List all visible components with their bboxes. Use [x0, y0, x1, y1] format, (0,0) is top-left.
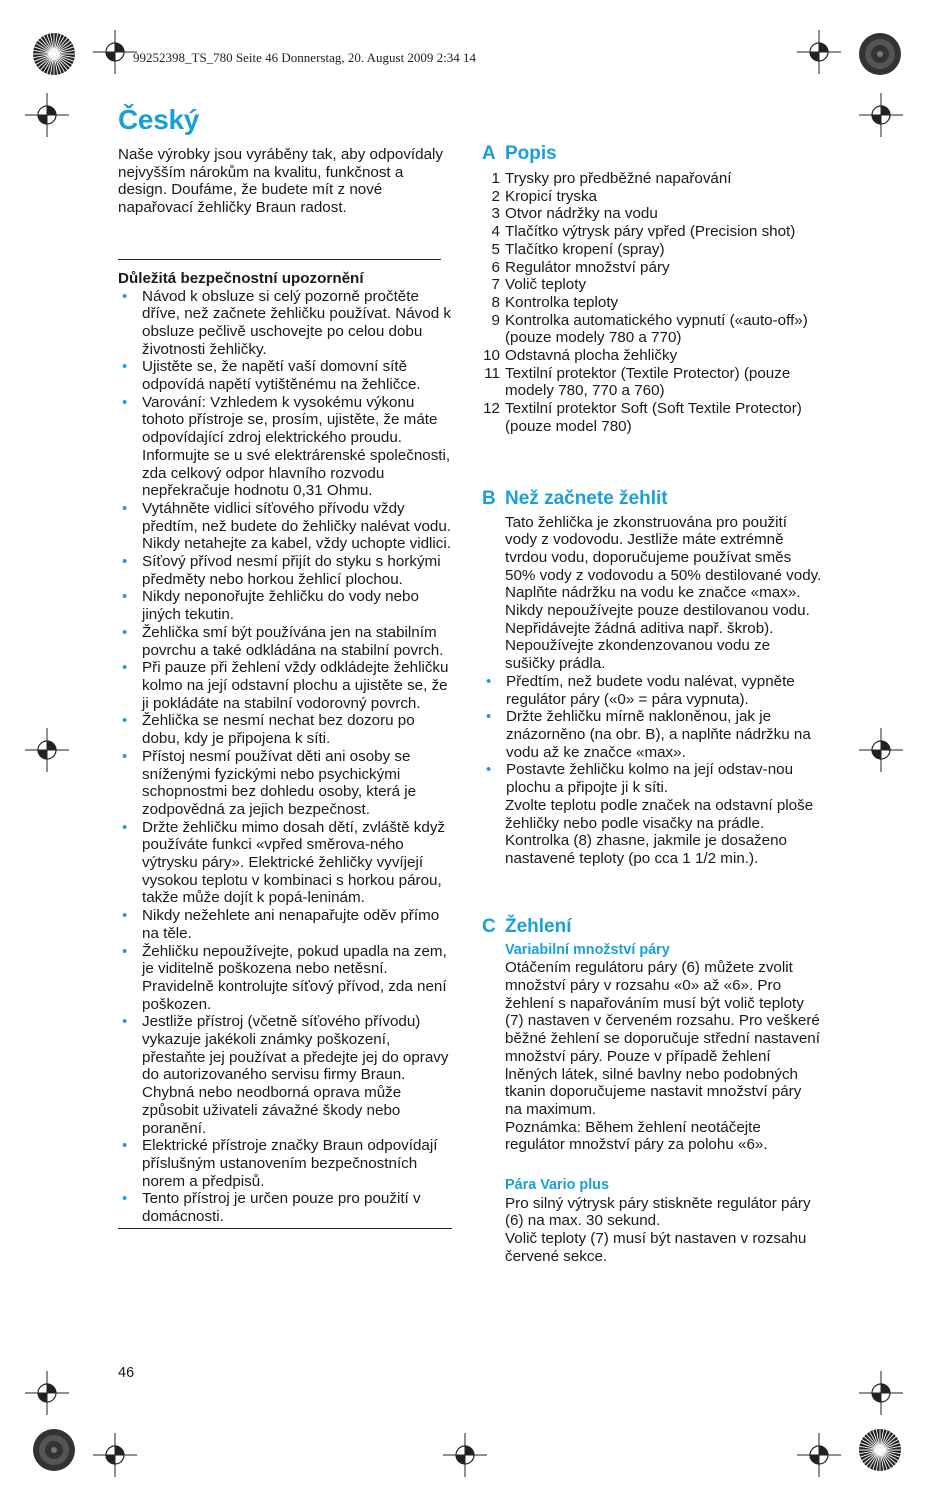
right-column: [482, 143, 822, 1266]
paragraph: Tato žehlička je zkonstruována pro použití vody z vodovodu. Jestliže máte extrémně tvrdou vodu, doporučujeme používat směs 50% vody z vodovodu a 50% destilované vody. Naplňte nádržku na vodu ke značce «max». Nikdy nepoužívejte pouze destilovanou vodu. Nepřidávejte žádná aditiva např. škrob). Nepoužívejte zkondenzovanou vodu ze sušičky prádla.: [505, 513, 822, 673]
color-wheel-mark-bottom-right: [858, 1428, 902, 1472]
crosshair-mark: [859, 728, 903, 772]
paragraph: Otáčením regulátoru páry (6) můžete zvolit množství páry v rozsahu «0» až «6». Pro žehlení s napařováním musí být volič teploty (7) nastaven v červeném rozsahu. Pro veškeré běžné žehlení se doporučuje střední nastavení množství páry. Pouze v případě žehlení lněných látek, silné bavlny nebo podobných tkanin doporučujeme nastavit množství páry na maximum.: [505, 959, 820, 1118]
list-item: • Jestliže přístroj (včetně síťového přívodu) vykazuje jakékoli známky poškození, přestaňte jej používat a předejte jej do opravy do autorizovaného servisu firmy Braun. Chybná nebo neodborná oprava může způsobit uživateli závažné škody nebo poranění.: [118, 1013, 452, 1137]
paragraph: Poznámka: Během žehlení neotáčejte regulátor množství páry za polohu «6».: [505, 1118, 768, 1154]
list-item: • Žehlička smí být používána jen na stabilním povrchu a také odkládána na stabilní povrch.: [118, 624, 452, 659]
list-item: • Vytáhněte vidlici síťového přívodu vždy předtím, než budete do žehličky nalévat vodu. Nikdy netahejte za kabel, vždy uchopte vidlici.: [118, 500, 452, 553]
divider: [118, 1228, 452, 1229]
crosshair-mark: [859, 1371, 903, 1415]
list-item: • Návod k obsluze si celý pozorně pročtěte dříve, než začnete žehličku používat. Návod k obsluze pečlivě uschovejte po celou dobu životnosti žehličky.: [118, 288, 452, 359]
list-item: 1 Trysky pro předběžné napařování: [491, 170, 732, 187]
list-item: • Tento přístroj je určen pouze pro použití v domácnosti.: [118, 1190, 452, 1225]
list-item: • Elektrické přístroje značky Braun odpovídají příslušným ustanovením bezpečnostních norem a předpisů.: [118, 1137, 452, 1190]
print-info-line: 99252398_TS_780 Seite 46 Donnerstag, 20. August 2009 2:34 14: [133, 50, 477, 65]
list-item: • Přístoj nesmí používat děti ani osoby se sníženými fyzickými nebo psychickými schopnostmi bez dohledu osoby, která je zodpovědná za jejich bezpečnost.: [118, 748, 452, 819]
section-title: Žehlení: [505, 915, 572, 937]
list-item: • Postavte žehličku kolmo na její odstav-nou plochu a připojte ji k síti.: [482, 761, 822, 796]
list-item: • Varování: Vzhledem k vysokému výkonu tohoto přístroje se, prosím, ujistěte, že máte odpovídající zdroj elektrického proudu. Informujte se u své elektrárenské společnosti, zda celkový odpor hlavního rozvodu nepřekračuje hodnotu 0,31 Ohmu.: [118, 394, 452, 500]
list-item: 5 Tlačítko kropení (spray): [491, 240, 665, 258]
section-letter: A: [482, 143, 496, 164]
page-title: Český: [118, 104, 200, 135]
crosshair-mark: [25, 1371, 69, 1415]
crosshair-mark: [93, 30, 137, 74]
section-letter: C: [482, 915, 496, 937]
list-item: • Nikdy neponořujte žehličku do vody nebo jiných tekutin.: [118, 588, 452, 623]
list-item: • Předtím, než budete vodu nalévat, vypněte regulátor páry («0» = pára vypnuta).: [482, 673, 822, 708]
parts-list: [482, 170, 822, 436]
list-item: 12 Textilní protektor Soft (Soft Textile Protector) (pouze model 780): [483, 400, 802, 435]
crosshair-mark: [25, 728, 69, 772]
section-c-heading: [482, 916, 822, 938]
crosshair-mark: [859, 93, 903, 137]
section-c-body: [482, 942, 822, 1266]
intro-paragraph: Naše výrobky jsou vyráběny tak, aby odpovídaly nejvyšším nárokům na kvalitu, funkčnost a design. Doufáme, že budete mít z nové napařovací žehličky Braun radost.: [118, 146, 444, 217]
safety-list: [118, 288, 452, 1226]
section-a-heading: [482, 143, 822, 165]
left-column: [118, 146, 452, 1229]
page-number: 46: [118, 1365, 135, 1381]
color-wheel-mark-top-right: [858, 32, 902, 76]
list-item: • Síťový přívod nesmí přijít do styku s horkými předměty nebo horkou žehlicí plochou.: [118, 553, 452, 588]
list-item: 3 Otvor nádržky na vodu: [491, 205, 658, 223]
divider: [118, 259, 441, 260]
subsection-title: Pára Vario plus: [505, 1177, 609, 1194]
list-item: 7 Volič teploty: [491, 276, 587, 294]
list-item: 8 Kontrolka teploty: [491, 293, 619, 311]
list-item: • Ujistěte se, že napětí vaší domovní sítě odpovídá napětí vytištěnému na žehličce.: [118, 358, 452, 393]
section-letter: B: [482, 487, 496, 509]
list-item: • Nikdy nežehlete ani nenapařujte oděv přímo na těle.: [118, 907, 452, 942]
section-b-heading: [482, 488, 822, 510]
list-item: • Žehlička se nesmí nechat bez dozoru po dobu, kdy je připojena k síti.: [118, 712, 452, 747]
list-item: 11 Textilní protektor (Textile Protector) (pouze modely 780, 770 a 760): [484, 364, 791, 400]
list-item: • Držte žehličku mírně nakloněnou, jak je znázorněno (na obr. B), a naplňte nádržku na vodu až ke značce «max».: [482, 708, 822, 761]
subsection-title: Variabilní množství páry: [505, 941, 670, 958]
crosshair-mark: [797, 30, 841, 74]
section-title: Než začnete žehlit: [505, 487, 668, 509]
crosshair-mark: [443, 1433, 487, 1477]
paragraph: Volič teploty (7) musí být nastaven v rozsahu červené sekce.: [505, 1230, 807, 1265]
list-item: • Při pauze při žehlení vždy odkládejte žehličku kolmo na její odstavní plochu a ujistěte se, že ji pokládáte na stabilní vodorovný povrch.: [118, 659, 452, 712]
list-item: 10 Odstavná plocha žehličky: [483, 347, 678, 365]
list-item: 6 Regulátor množství páry: [491, 258, 670, 276]
list-item: • Držte žehličku mimo dosah dětí, zvláště když používáte funkci «vpřed směrova-ného výtrysku páry». Elektrické žehličky vyvíjejí vysokou teplotu v kombinaci s horkou párou, takže může dojít k popá-leninám.: [118, 819, 452, 908]
section-title: Popis: [505, 143, 557, 164]
section-b-bullets: [482, 673, 822, 797]
paragraph: Pro silný výtrysk páry stiskněte regulátor páry (6) na max. 30 sekund.: [505, 1194, 811, 1230]
section-b-body: [482, 514, 822, 673]
paragraph: Kontrolka (8) zhasne, jakmile je dosaženo nastavené teploty (po cca 1 1/2 min.).: [505, 832, 787, 867]
crosshair-mark: [797, 1433, 841, 1477]
section-b-notes: [482, 797, 822, 868]
safety-heading: Důležitá bezpečnostní upozornění: [118, 269, 364, 287]
paragraph: Zvolte teplotu podle značek na odstavní ploše žehličky nebo podle visačky na prádle.: [505, 796, 814, 832]
list-item: 2 Kropicí tryska: [491, 187, 597, 205]
color-wheel-mark-bottom-left: [32, 1428, 76, 1472]
crosshair-mark: [93, 1433, 137, 1477]
list-item: 9 Kontrolka automatického vypnutí («auto-off») (pouze modely 780 a 770): [491, 311, 808, 347]
list-item: 4 Tlačítko výtrysk páry vpřed (Precision shot): [491, 223, 796, 241]
crosshair-mark: [25, 93, 69, 137]
list-item: • Žehličku nepoužívejte, pokud upadla na zem, je viditelně poškozena nebo netěsní. Pravidelně kontrolujte síťový přívod, zda není poškozen.: [118, 943, 452, 1014]
color-wheel-mark-top-left: [32, 32, 76, 76]
